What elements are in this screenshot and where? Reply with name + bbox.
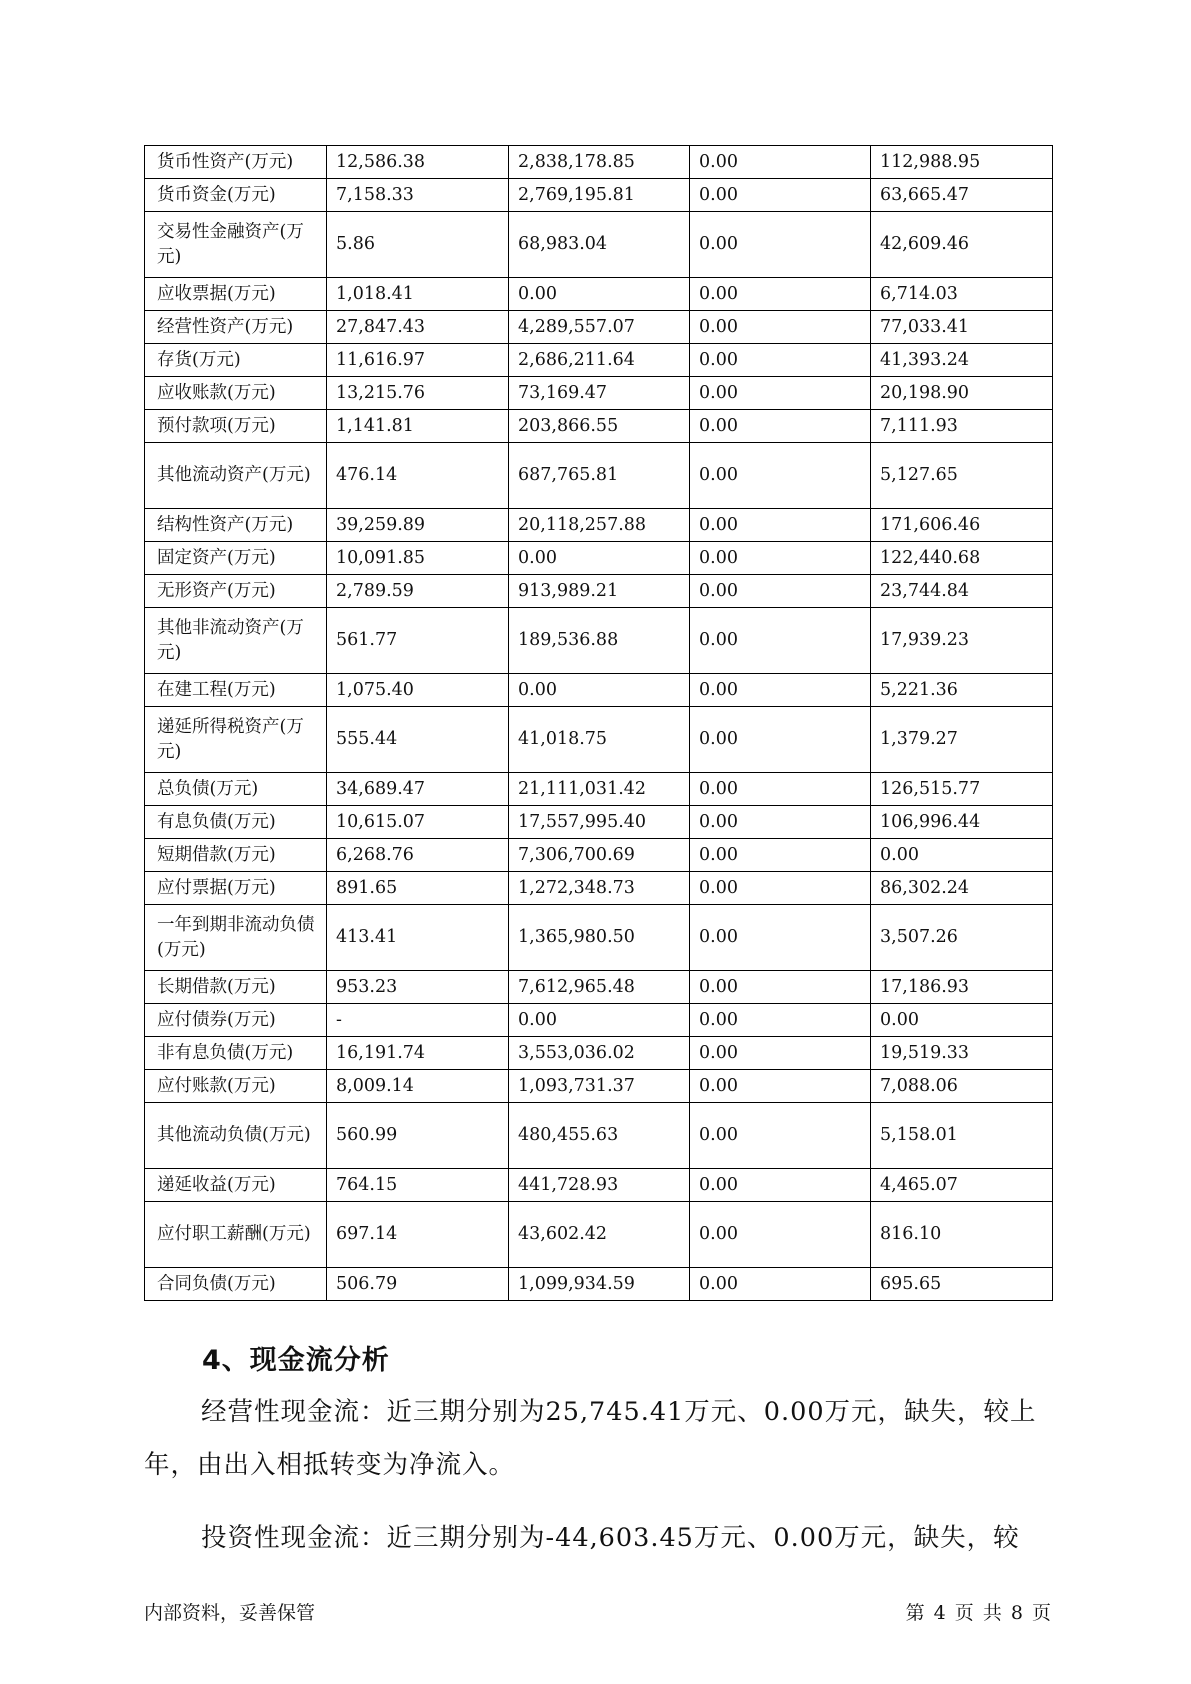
table-cell: 0.00 bbox=[690, 212, 871, 278]
table-cell: 506.79 bbox=[327, 1268, 509, 1301]
row-label: 其他非流动资产(万元) bbox=[145, 608, 327, 674]
row-label: 预付款项(万元) bbox=[145, 410, 327, 443]
table-cell: 555.44 bbox=[327, 707, 509, 773]
table-cell: 43,602.42 bbox=[509, 1202, 690, 1268]
table-row bbox=[145, 674, 1053, 707]
table-cell: 561.77 bbox=[327, 608, 509, 674]
table-cell: 126,515.77 bbox=[871, 773, 1053, 806]
table-cell: 0.00 bbox=[690, 542, 871, 575]
table-cell: 0.00 bbox=[690, 377, 871, 410]
table-cell: 891.65 bbox=[327, 872, 509, 905]
row-label: 合同负债(万元) bbox=[145, 1268, 327, 1301]
table-cell: 5,158.01 bbox=[871, 1103, 1053, 1169]
row-label: 存货(万元) bbox=[145, 344, 327, 377]
table-cell: 11,616.97 bbox=[327, 344, 509, 377]
table-cell: 0.00 bbox=[690, 839, 871, 872]
table-cell: 5,127.65 bbox=[871, 443, 1053, 509]
table-cell: 0.00 bbox=[690, 344, 871, 377]
operating-cashflow-paragraph: 经营性现金流：近三期分别为25,745.41万元、0.00万元，缺失，较上年，由出入相抵转变为净流入。 bbox=[144, 1397, 1037, 1480]
table-cell: 2,838,178.85 bbox=[509, 146, 690, 179]
row-label: 在建工程(万元) bbox=[145, 674, 327, 707]
table-row bbox=[145, 1103, 1053, 1169]
table-cell: 16,191.74 bbox=[327, 1037, 509, 1070]
row-label: 应付账款(万元) bbox=[145, 1070, 327, 1103]
table-cell: 17,186.93 bbox=[871, 971, 1053, 1004]
table-row bbox=[145, 971, 1053, 1004]
table-row bbox=[145, 278, 1053, 311]
table-row bbox=[145, 377, 1053, 410]
table-cell: 480,455.63 bbox=[509, 1103, 690, 1169]
table-row bbox=[145, 1004, 1053, 1037]
table-cell: 0.00 bbox=[509, 674, 690, 707]
table-cell: 816.10 bbox=[871, 1202, 1053, 1268]
table-cell: 106,996.44 bbox=[871, 806, 1053, 839]
table-cell: 1,018.41 bbox=[327, 278, 509, 311]
table-cell: 0.00 bbox=[690, 905, 871, 971]
table-cell: 1,075.40 bbox=[327, 674, 509, 707]
table-cell: 19,519.33 bbox=[871, 1037, 1053, 1070]
table-row bbox=[145, 608, 1053, 674]
table-row bbox=[145, 839, 1053, 872]
table-cell: 0.00 bbox=[509, 1004, 690, 1037]
table-row bbox=[145, 1268, 1053, 1301]
table-cell: 0.00 bbox=[690, 179, 871, 212]
table-cell: 5.86 bbox=[327, 212, 509, 278]
row-label: 递延收益(万元) bbox=[145, 1169, 327, 1202]
table-cell: 3,507.26 bbox=[871, 905, 1053, 971]
table-cell: 20,118,257.88 bbox=[509, 509, 690, 542]
row-label: 货币性资产(万元) bbox=[145, 146, 327, 179]
table-cell: 4,465.07 bbox=[871, 1169, 1053, 1202]
table-cell: 5,221.36 bbox=[871, 674, 1053, 707]
table-cell: 0.00 bbox=[690, 707, 871, 773]
table-row bbox=[145, 509, 1053, 542]
table-cell: 63,665.47 bbox=[871, 179, 1053, 212]
table-cell: 21,111,031.42 bbox=[509, 773, 690, 806]
table-row bbox=[145, 1037, 1053, 1070]
table-cell: 189,536.88 bbox=[509, 608, 690, 674]
table-cell: 122,440.68 bbox=[871, 542, 1053, 575]
table-cell: 41,393.24 bbox=[871, 344, 1053, 377]
table-row bbox=[145, 179, 1053, 212]
table-cell: 1,093,731.37 bbox=[509, 1070, 690, 1103]
table-cell: 0.00 bbox=[690, 1037, 871, 1070]
table-cell: 953.23 bbox=[327, 971, 509, 1004]
row-label: 长期借款(万元) bbox=[145, 971, 327, 1004]
table-cell: 6,268.76 bbox=[327, 839, 509, 872]
table-cell: 0.00 bbox=[871, 1004, 1053, 1037]
table-cell: 20,198.90 bbox=[871, 377, 1053, 410]
table-cell: 77,033.41 bbox=[871, 311, 1053, 344]
table-cell: 2,789.59 bbox=[327, 575, 509, 608]
table-cell: 10,091.85 bbox=[327, 542, 509, 575]
table-cell: 10,615.07 bbox=[327, 806, 509, 839]
table-cell: 203,866.55 bbox=[509, 410, 690, 443]
table-cell: 0.00 bbox=[871, 839, 1053, 872]
table-row bbox=[145, 707, 1053, 773]
table-cell: 697.14 bbox=[327, 1202, 509, 1268]
row-label: 应付职工薪酬(万元) bbox=[145, 1202, 327, 1268]
table-cell: 0.00 bbox=[690, 1202, 871, 1268]
table-cell: 913,989.21 bbox=[509, 575, 690, 608]
table-cell: 73,169.47 bbox=[509, 377, 690, 410]
row-label: 应付票据(万元) bbox=[145, 872, 327, 905]
table-row bbox=[145, 806, 1053, 839]
row-label: 其他流动负债(万元) bbox=[145, 1103, 327, 1169]
table-row bbox=[145, 575, 1053, 608]
row-label: 交易性金融资产(万元) bbox=[145, 212, 327, 278]
table-cell: 42,609.46 bbox=[871, 212, 1053, 278]
table-cell: 34,689.47 bbox=[327, 773, 509, 806]
table-cell: 1,379.27 bbox=[871, 707, 1053, 773]
row-label: 应收票据(万元) bbox=[145, 278, 327, 311]
table-cell: 12,586.38 bbox=[327, 146, 509, 179]
table-cell: 13,215.76 bbox=[327, 377, 509, 410]
table-row bbox=[145, 311, 1053, 344]
table-cell: 0.00 bbox=[690, 773, 871, 806]
table-cell: 17,557,995.40 bbox=[509, 806, 690, 839]
table-cell: 0.00 bbox=[690, 1268, 871, 1301]
table-cell: 0.00 bbox=[690, 410, 871, 443]
table-cell: 0.00 bbox=[690, 674, 871, 707]
row-label: 一年到期非流动负债(万元) bbox=[145, 905, 327, 971]
row-label: 固定资产(万元) bbox=[145, 542, 327, 575]
financial-table-body bbox=[145, 146, 1053, 1301]
row-label: 应收账款(万元) bbox=[145, 377, 327, 410]
row-label: 经营性资产(万元) bbox=[145, 311, 327, 344]
table-cell: 0.00 bbox=[690, 575, 871, 608]
table-cell: 441,728.93 bbox=[509, 1169, 690, 1202]
table-row bbox=[145, 542, 1053, 575]
table-cell: 7,088.06 bbox=[871, 1070, 1053, 1103]
table-cell: 2,769,195.81 bbox=[509, 179, 690, 212]
table-row bbox=[145, 410, 1053, 443]
row-label: 有息负债(万元) bbox=[145, 806, 327, 839]
row-label: 货币资金(万元) bbox=[145, 179, 327, 212]
row-label: 非有息负债(万元) bbox=[145, 1037, 327, 1070]
table-cell: 1,365,980.50 bbox=[509, 905, 690, 971]
row-label: 短期借款(万元) bbox=[145, 839, 327, 872]
table-cell: 0.00 bbox=[690, 872, 871, 905]
table-cell: 0.00 bbox=[690, 1070, 871, 1103]
table-cell: 7,158.33 bbox=[327, 179, 509, 212]
table-cell: 0.00 bbox=[690, 1103, 871, 1169]
table-row bbox=[145, 443, 1053, 509]
table-cell: 560.99 bbox=[327, 1103, 509, 1169]
table-cell: 27,847.43 bbox=[327, 311, 509, 344]
table-cell: 413.41 bbox=[327, 905, 509, 971]
table-cell: 7,111.93 bbox=[871, 410, 1053, 443]
table-cell: 0.00 bbox=[690, 443, 871, 509]
table-cell: 2,686,211.64 bbox=[509, 344, 690, 377]
table-cell: 7,306,700.69 bbox=[509, 839, 690, 872]
footer-confidential-note: 内部资料，妥善保管 bbox=[144, 1602, 316, 1624]
table-cell: 0.00 bbox=[690, 806, 871, 839]
table-row bbox=[145, 1169, 1053, 1202]
table-cell: 6,714.03 bbox=[871, 278, 1053, 311]
table-cell: 0.00 bbox=[690, 278, 871, 311]
table-row bbox=[145, 344, 1053, 377]
table-row bbox=[145, 773, 1053, 806]
table-cell: 764.15 bbox=[327, 1169, 509, 1202]
table-cell: 0.00 bbox=[509, 542, 690, 575]
row-label: 总负债(万元) bbox=[145, 773, 327, 806]
table-cell: 4,289,557.07 bbox=[509, 311, 690, 344]
table-cell: 112,988.95 bbox=[871, 146, 1053, 179]
table-row bbox=[145, 1070, 1053, 1103]
row-label: 递延所得税资产(万元) bbox=[145, 707, 327, 773]
row-label: 应付债券(万元) bbox=[145, 1004, 327, 1037]
table-cell: 7,612,965.48 bbox=[509, 971, 690, 1004]
table-cell: - bbox=[327, 1004, 509, 1037]
table-cell: 687,765.81 bbox=[509, 443, 690, 509]
table-cell: 39,259.89 bbox=[327, 509, 509, 542]
table-cell: 0.00 bbox=[690, 608, 871, 674]
table-row bbox=[145, 872, 1053, 905]
table-cell: 476.14 bbox=[327, 443, 509, 509]
table-cell: 17,939.23 bbox=[871, 608, 1053, 674]
table-cell: 1,141.81 bbox=[327, 410, 509, 443]
table-cell: 41,018.75 bbox=[509, 707, 690, 773]
table-cell: 0.00 bbox=[690, 1169, 871, 1202]
table-cell: 171,606.46 bbox=[871, 509, 1053, 542]
row-label: 其他流动资产(万元) bbox=[145, 443, 327, 509]
table-cell: 1,099,934.59 bbox=[509, 1268, 690, 1301]
table-cell: 1,272,348.73 bbox=[509, 872, 690, 905]
table-cell: 0.00 bbox=[690, 1004, 871, 1037]
row-label: 无形资产(万元) bbox=[145, 575, 327, 608]
table-row bbox=[145, 1202, 1053, 1268]
table-cell: 0.00 bbox=[690, 311, 871, 344]
table-row bbox=[145, 212, 1053, 278]
row-label: 结构性资产(万元) bbox=[145, 509, 327, 542]
table-cell: 0.00 bbox=[509, 278, 690, 311]
table-cell: 23,744.84 bbox=[871, 575, 1053, 608]
table-row bbox=[145, 146, 1053, 179]
footer-page-number: 第 4 页 共 8 页 bbox=[905, 1602, 1051, 1624]
table-cell: 3,553,036.02 bbox=[509, 1037, 690, 1070]
table-cell: 8,009.14 bbox=[327, 1070, 509, 1103]
investing-cashflow-paragraph: 投资性现金流：近三期分别为-44,603.45万元、0.00万元，缺失，较 bbox=[201, 1523, 1020, 1553]
table-cell: 0.00 bbox=[690, 971, 871, 1004]
table-cell: 86,302.24 bbox=[871, 872, 1053, 905]
table-cell: 0.00 bbox=[690, 509, 871, 542]
financial-table bbox=[144, 145, 1053, 1301]
table-cell: 68,983.04 bbox=[509, 212, 690, 278]
table-cell: 0.00 bbox=[690, 146, 871, 179]
section-heading: 4、现金流分析 bbox=[202, 1345, 390, 1376]
table-row bbox=[145, 905, 1053, 971]
table-cell: 695.65 bbox=[871, 1268, 1053, 1301]
